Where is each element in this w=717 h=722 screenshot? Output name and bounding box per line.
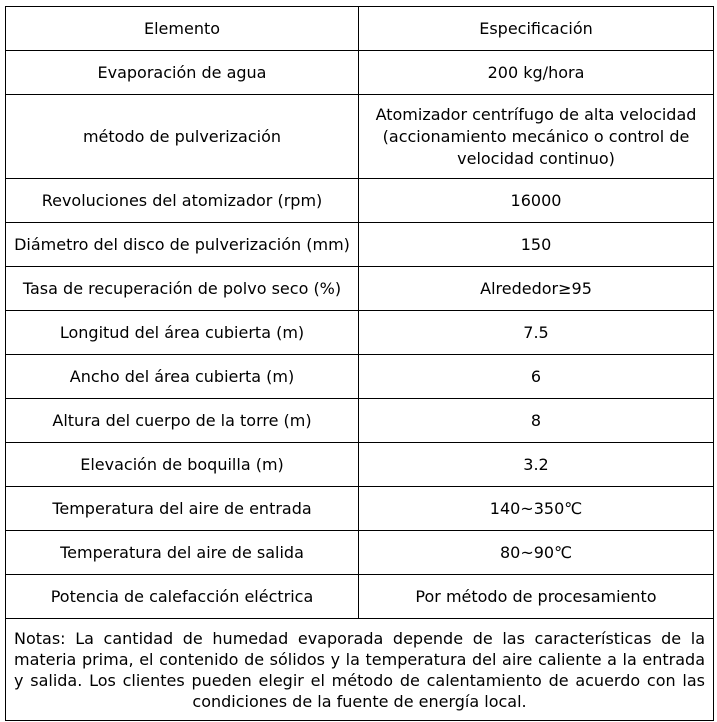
- row-value: 80~90℃: [359, 531, 714, 575]
- row-value: 200 kg/hora: [359, 51, 714, 95]
- row-label: Potencia de calefacción eléctrica: [6, 575, 359, 619]
- row-label: Evaporación de agua: [6, 51, 359, 95]
- row-label: Diámetro del disco de pulverización (mm): [6, 223, 359, 267]
- table-row: [6, 179, 714, 223]
- row-label: Temperatura del aire de salida: [6, 531, 359, 575]
- header-element: Elemento: [6, 7, 359, 51]
- table-row: [6, 487, 714, 531]
- row-value: Atomizador centrífugo de alta velocidad (accionamiento mecánico o control de velocidad continuo): [359, 95, 714, 179]
- row-label: Elevación de boquilla (m): [6, 443, 359, 487]
- row-value: 6: [359, 355, 714, 399]
- table-row: [6, 531, 714, 575]
- table-row: [6, 51, 714, 95]
- table-row: [6, 223, 714, 267]
- table-row: [6, 267, 714, 311]
- table-row: [6, 95, 714, 179]
- row-value: 16000: [359, 179, 714, 223]
- row-label: Longitud del área cubierta (m): [6, 311, 359, 355]
- table-row: [6, 311, 714, 355]
- table-row: [6, 399, 714, 443]
- notes-row: [6, 619, 714, 721]
- header-specification: Especificación: [359, 7, 714, 51]
- row-value: 8: [359, 399, 714, 443]
- table-header-row: [6, 7, 714, 51]
- row-value: Alrededor≥95: [359, 267, 714, 311]
- row-value: 140~350℃: [359, 487, 714, 531]
- row-value: Por método de procesamiento: [359, 575, 714, 619]
- table-row: [6, 355, 714, 399]
- row-value: 7.5: [359, 311, 714, 355]
- notes-text: Notas: La cantidad de humedad evaporada depende de las características de la materia prima, el contenido de sólidos y la temperatura del aire caliente a la entrada y salida. Los clientes pueden elegir el método de calentamiento de acuerdo con las condiciones de la fuente de energía local.: [6, 619, 714, 721]
- row-label: Revoluciones del atomizador (rpm): [6, 179, 359, 223]
- row-label: Tasa de recuperación de polvo seco (%): [6, 267, 359, 311]
- row-label: Ancho del área cubierta (m): [6, 355, 359, 399]
- row-label: Temperatura del aire de entrada: [6, 487, 359, 531]
- row-value: 150: [359, 223, 714, 267]
- row-value: 3.2: [359, 443, 714, 487]
- table-row: [6, 443, 714, 487]
- table-row: [6, 575, 714, 619]
- row-label: Altura del cuerpo de la torre (m): [6, 399, 359, 443]
- specification-table: [5, 6, 714, 721]
- row-label: método de pulverización: [6, 95, 359, 179]
